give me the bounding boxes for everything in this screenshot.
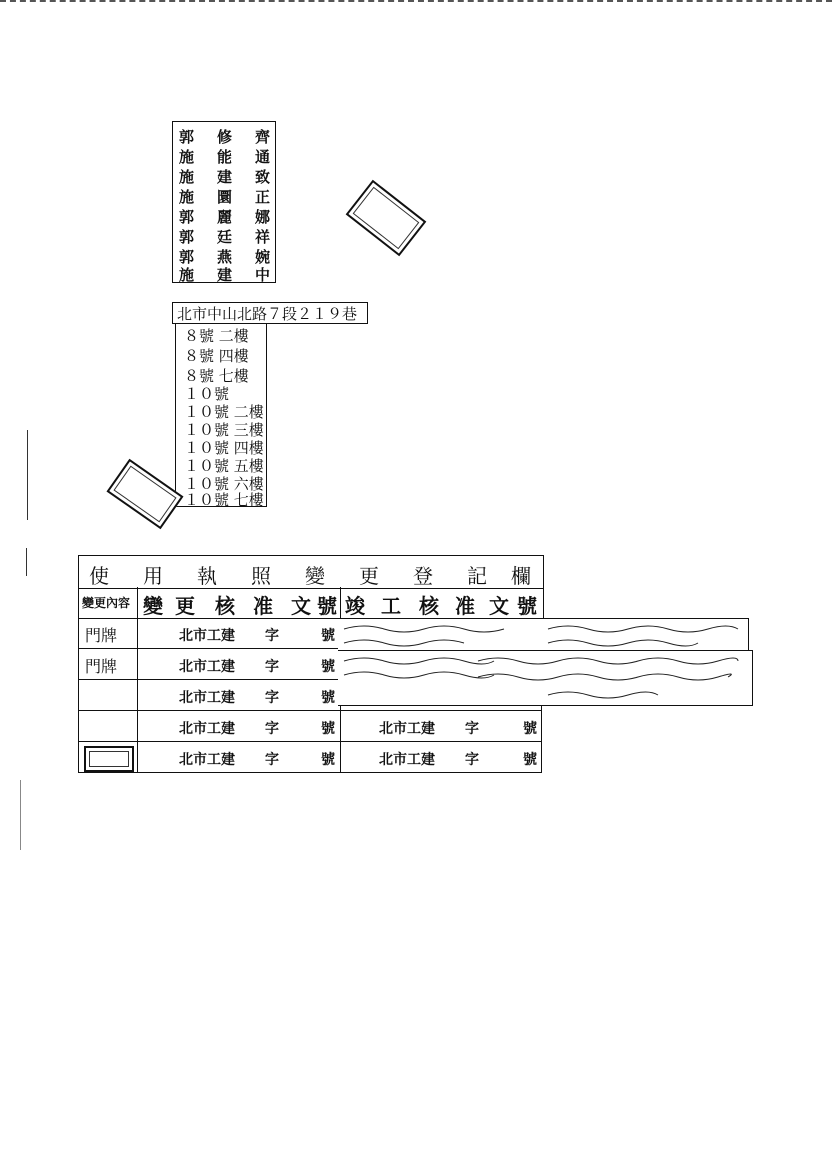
column-divider	[340, 587, 341, 618]
approval-number-label: 號	[321, 721, 335, 737]
owner-given: 正	[255, 188, 271, 206]
seal-stamp-inner-border	[113, 466, 176, 523]
owner-middle: 燕	[217, 248, 233, 266]
col-header-char: 竣	[345, 594, 365, 618]
owner-given: 中	[255, 266, 271, 284]
col-header-char: 更	[175, 594, 195, 618]
title-char: 變	[305, 564, 325, 588]
column-divider	[137, 680, 138, 710]
col-header-content: 變更內容	[82, 596, 131, 610]
completion-prefix: 北市工建	[379, 752, 435, 768]
owner-surname: 施	[179, 188, 195, 206]
owner-given: 通	[255, 148, 271, 166]
seal-stamp-inner-border	[353, 187, 420, 250]
unit-item: ８號 四樓	[184, 347, 249, 365]
owner-given: 致	[255, 168, 271, 186]
owner-surname: 施	[179, 266, 195, 284]
seal-stamp	[84, 746, 134, 772]
col-header-char: 號	[517, 594, 537, 618]
approval-prefix: 北市工建	[179, 721, 235, 737]
seal-stamp	[106, 459, 183, 530]
ledger-header	[78, 587, 544, 619]
completion-char: 字	[465, 752, 479, 768]
col-header-char: 文	[489, 594, 509, 618]
owner-row	[179, 166, 271, 186]
column-divider	[340, 711, 341, 741]
owner-row	[179, 264, 271, 284]
owner-surname: 郭	[179, 128, 195, 146]
column-divider	[137, 587, 138, 618]
handwritten-annotation	[338, 650, 753, 706]
approval-prefix: 北市工建	[179, 752, 235, 768]
unit-item: １０號	[184, 385, 230, 403]
row-change-content: 門牌	[85, 626, 118, 645]
column-divider	[137, 649, 138, 679]
title-char: 記	[467, 564, 487, 588]
unit-item: １０號 三樓	[184, 421, 264, 439]
approval-prefix: 北市工建	[179, 659, 235, 675]
handwriting-scribble	[338, 619, 748, 651]
owner-row	[179, 126, 271, 146]
unit-item: ８號 二樓	[184, 327, 249, 345]
owner-given: 祥	[255, 228, 271, 246]
owner-surname: 施	[179, 168, 195, 186]
owner-middle: 麗	[217, 208, 233, 226]
owner-given: 娜	[255, 208, 271, 226]
unit-item: １０號 二樓	[184, 403, 264, 421]
column-divider	[340, 742, 341, 772]
unit-item: １０號 五樓	[184, 457, 264, 475]
title-char: 登	[413, 564, 433, 588]
owner-surname: 郭	[179, 228, 195, 246]
owner-row	[179, 226, 271, 246]
column-divider	[137, 742, 138, 772]
owner-middle: 廷	[217, 228, 233, 246]
owner-middle: 建	[217, 266, 233, 284]
owner-given: 婉	[255, 248, 271, 266]
approval-number-label: 號	[321, 659, 335, 675]
owner-middle: 建	[217, 168, 233, 186]
approval-number-label: 號	[321, 628, 335, 644]
seal-stamp-inner-border	[89, 751, 129, 767]
unit-item: １０號 七樓	[184, 491, 264, 509]
ledger-title	[78, 555, 544, 589]
column-divider	[137, 618, 138, 648]
handwriting-scribble	[338, 651, 752, 705]
owner-row	[179, 146, 271, 166]
completion-number-label: 號	[523, 721, 537, 737]
col-header-char: 核	[419, 594, 439, 618]
approval-char: 字	[265, 690, 279, 706]
owner-middle: 圜	[217, 188, 233, 206]
owner-surname: 施	[179, 148, 195, 166]
scan-artifact	[20, 780, 21, 850]
col-header-char: 核	[215, 594, 235, 618]
seal-stamp	[346, 180, 427, 257]
completion-prefix: 北市工建	[379, 721, 435, 737]
col-header-char: 變	[143, 594, 163, 618]
approval-number-label: 號	[321, 690, 335, 706]
row-change-content: 門牌	[85, 657, 118, 676]
approval-prefix: 北市工建	[179, 690, 235, 706]
unit-item: １０號 六樓	[184, 475, 264, 493]
owner-surname: 郭	[179, 248, 195, 266]
completion-number-label: 號	[523, 752, 537, 768]
owner-given: 齊	[255, 128, 271, 146]
scan-artifact	[27, 430, 28, 520]
ledger-row	[78, 711, 542, 742]
approval-number-label: 號	[321, 752, 335, 768]
ledger-row	[78, 742, 542, 773]
col-header-char: 准	[253, 594, 273, 618]
unit-item: ８號 七樓	[184, 367, 249, 385]
title-char: 用	[143, 564, 163, 588]
approval-char: 字	[265, 628, 279, 644]
scan-artifact	[26, 548, 27, 576]
approval-char: 字	[265, 659, 279, 675]
handwritten-annotation	[338, 618, 749, 652]
owner-row	[179, 206, 271, 226]
scan-top-edge	[0, 0, 832, 6]
approval-char: 字	[265, 721, 279, 737]
completion-char: 字	[465, 721, 479, 737]
col-header-char: 准	[455, 594, 475, 618]
address-label: 北市中山北路７段２１９巷	[172, 302, 368, 324]
col-header-char: 號	[317, 594, 337, 618]
approval-char: 字	[265, 752, 279, 768]
owner-surname: 郭	[179, 208, 195, 226]
title-char: 執	[197, 564, 217, 588]
title-char: 欄	[511, 564, 531, 588]
column-divider	[137, 711, 138, 741]
col-header-char: 工	[381, 594, 401, 618]
title-char: 照	[251, 564, 271, 588]
unit-item: １０號 四樓	[184, 439, 264, 457]
col-header-char: 文	[291, 594, 311, 618]
owner-row	[179, 186, 271, 206]
unit-list	[175, 324, 267, 507]
approval-prefix: 北市工建	[179, 628, 235, 644]
title-char: 使	[89, 564, 109, 588]
owner-middle: 能	[217, 148, 233, 166]
owner-row	[179, 246, 271, 266]
title-char: 更	[359, 564, 379, 588]
owners-list	[172, 121, 276, 283]
owner-middle: 修	[217, 128, 233, 146]
